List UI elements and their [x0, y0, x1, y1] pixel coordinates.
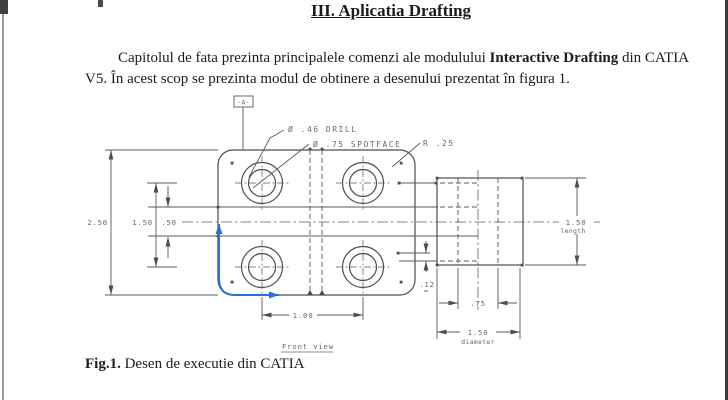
dim-length-value: 1.50: [565, 218, 587, 227]
callouts: [249, 124, 455, 188]
dim-plate-height: 2.50: [87, 218, 108, 227]
dim-diameter-value: 1.50: [467, 328, 489, 337]
drill-callout: Ø .46 DRILL: [288, 125, 358, 134]
figure-caption-text: Desen de executie din CATIA: [120, 356, 305, 372]
dim-step: .12: [419, 280, 435, 289]
datum-label: -A-: [237, 98, 250, 107]
paragraph-lead: Capitolul de fata prezinta principalele comenzi ale modulului: [118, 50, 490, 66]
paragraph-emphasis: Interactive Drafting: [489, 50, 619, 66]
hole-bottom-left: [235, 240, 289, 294]
dim-counterbore-pitch: .75: [470, 299, 486, 308]
hole-top-left: [235, 156, 289, 210]
left-dimensions: [87, 150, 218, 295]
plate-outline: [218, 150, 415, 295]
dim-slot-width: .50: [161, 218, 177, 227]
figure-caption-label: Fig.1.: [85, 356, 121, 372]
step-dimension: [397, 241, 437, 291]
highlighted-axis-lines: [219, 224, 279, 295]
page-title-text: III. Aplicatia Drafting: [310, 1, 472, 20]
figure-caption: [85, 356, 305, 373]
radius-callout: R .25: [423, 139, 455, 148]
dim-length-unit: length: [560, 227, 586, 235]
front-view-label: Front view: [282, 342, 334, 351]
spotface-callout: Ø .75 SPOTFACE: [313, 140, 402, 149]
paragraph-tail: din CATIA V5. În acest scop se prezinta modul de obtinere a desenului prezentat în figura 1.: [85, 50, 689, 87]
dim-hole-pitch-v: 1.50: [132, 218, 153, 227]
length-dimension: [525, 178, 594, 265]
view-label: [281, 342, 334, 352]
side-view: [398, 170, 524, 310]
hole-bottom-right: [336, 240, 390, 294]
datum-flag: [234, 96, 253, 149]
bottom-dimension: [262, 297, 363, 320]
front-view: [148, 148, 600, 295]
dim-hole-pitch-h: 1.00: [292, 311, 314, 320]
hole-top-right: [336, 156, 390, 210]
dim-diameter-unit: diameter: [461, 338, 495, 346]
side-view-outline: [437, 178, 523, 265]
